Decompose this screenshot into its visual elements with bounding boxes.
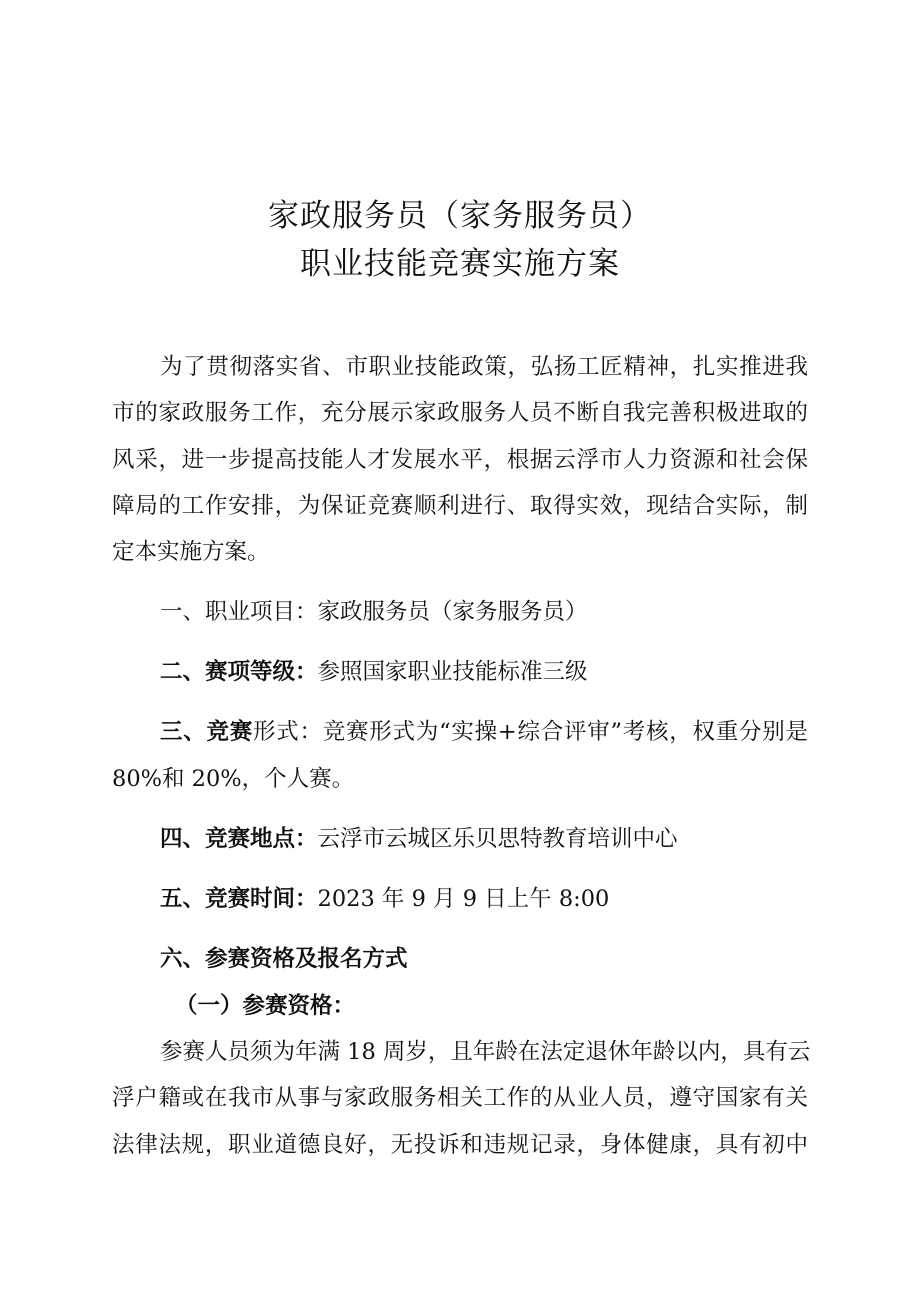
- document-title-line-2: 职业技能竞赛实施方案: [300, 246, 620, 282]
- section-4-text: 云浮市云城区乐贝思特教育培训中心: [317, 826, 678, 852]
- section-4-label: 四、竞赛地点：: [160, 826, 318, 852]
- section-2-text: 参照国家职业技能标准三级: [317, 659, 588, 685]
- section-6-line-2: 浮户籍或在我市从事与家政服务相关工作的从业人员，遵守国家有关: [112, 1085, 808, 1111]
- section-1-occupation: 一、职业项目：家政服务员（家务服务员）: [160, 599, 588, 625]
- intro-line-1: 为了贯彻落实省、市职业技能政策，弘扬工匠精神，扎实推进我: [160, 354, 808, 380]
- section-3-label: 三、竞赛: [160, 719, 254, 745]
- section-3-text-line-1: 形式：竞赛形式为“实操+综合评审”考核，权重分别是: [253, 719, 808, 745]
- section-6-heading: 六、参赛资格及报名方式: [160, 946, 408, 972]
- section-3-text-line-2: 80%和 20%，个人赛。: [112, 766, 355, 792]
- section-6-subheading: （一）参赛资格：: [175, 993, 356, 1019]
- section-2-level: [160, 657, 808, 687]
- intro-line-5: 定本实施方案。: [112, 539, 270, 565]
- intro-line-4: 障局的工作安排，为保证竞赛顺利进行、取得实效，现结合实际，制: [112, 493, 808, 519]
- section-2-label: 二、赛项等级：: [160, 659, 318, 685]
- section-5-label: 五、竞赛时间：: [160, 886, 318, 912]
- intro-line-3: 风采，进一步提高技能人才发展水平，根据云浮市人力资源和社会保: [112, 447, 808, 473]
- section-6-line-3: 法律法规，职业道德良好，无投诉和违规记录，身体健康，具有初中: [112, 1132, 808, 1158]
- section-6-line-1: 参赛人员须为年满 18 周岁，且年龄在法定退休年龄以内，具有云: [160, 1039, 811, 1065]
- document-title-line-1: 家政服务员（家务服务员）: [268, 198, 652, 234]
- section-5-time: [160, 884, 808, 914]
- section-3-format: [160, 717, 808, 747]
- intro-line-2: 市的家政服务工作，充分展示家政服务人员不断自我完善积极进取的: [112, 400, 808, 426]
- section-4-venue: [160, 824, 808, 854]
- section-5-text: 2023 年 9 月 9 日上午 8:00: [317, 886, 610, 912]
